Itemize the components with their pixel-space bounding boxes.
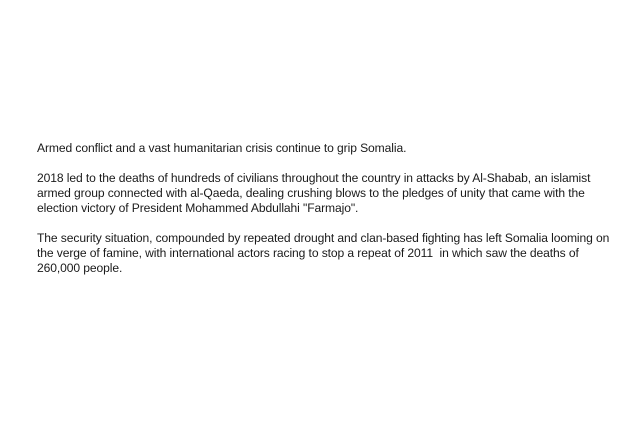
paragraph-intro: Armed conflict and a vast humanitarian crisis continue to grip Somalia. <box>37 141 407 155</box>
paragraph-2018-attacks: 2018 led to the deaths of hundreds of civilians throughout the country in attacks by Al-Shabab, an islamist armed group connected with al-Qaeda, dealing crushing blows to the pledges of unity that came with the election victory of President Mohammed Abdullahi "Farmajo". <box>37 171 594 215</box>
article-body <box>37 141 612 291</box>
paragraph-security-situation: The security situation, compounded by repeated drought and clan-based fighting has left Somalia looming on the verge of famine, with international actors racing to stop a repeat of 2011 in which saw the deaths of 260,000 people. <box>37 231 613 275</box>
